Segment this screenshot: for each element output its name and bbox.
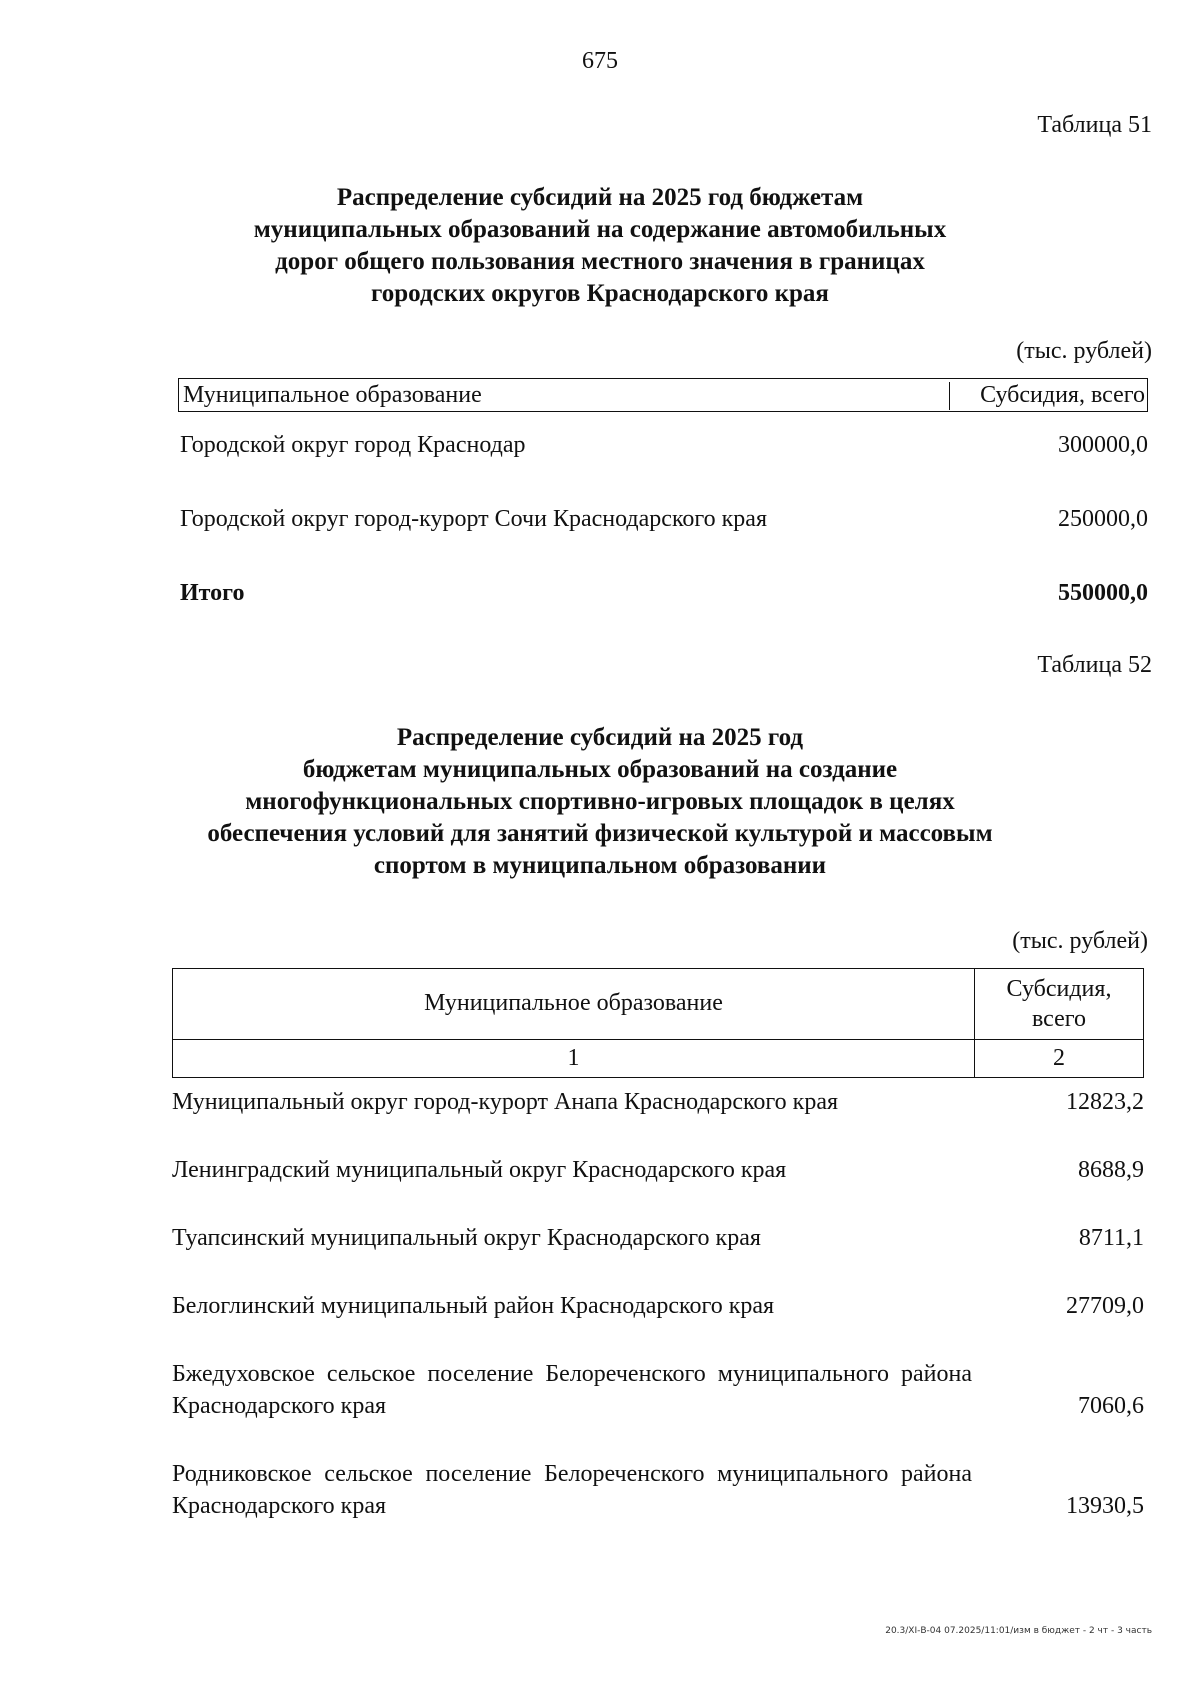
header-subsidy-label: [1007, 974, 1112, 1034]
header-municipality-label: Муниципальное образование: [424, 990, 723, 1016]
row-name: Бжедуховское сельское поселение Белореченского муниципального района Краснодарского края: [172, 1361, 972, 1419]
header-subsidy: Субсидия, всего: [949, 382, 1145, 410]
total-label: Итого: [180, 580, 245, 606]
table-row: [172, 1086, 1144, 1120]
row-name: Муниципальный округ город-курорт Анапа Краснодарского края: [172, 1089, 839, 1115]
title-line: дорог общего пользования местного значения в границах: [275, 248, 925, 275]
table-row: [172, 1358, 1144, 1424]
table-51-units: (тыс. рублей): [1016, 338, 1152, 364]
table-row: [172, 1458, 1144, 1524]
table-row: [172, 1154, 1144, 1188]
page-number: 675: [582, 48, 618, 74]
row-name: Ленинградский муниципальный округ Краснодарского края: [172, 1157, 787, 1183]
row-name: Туапсинский муниципальный округ Краснодарского края: [172, 1225, 761, 1251]
header-municipality: Муниципальное образование: [183, 382, 482, 408]
title-line: городских округов Краснодарского края: [371, 280, 829, 307]
row-value: 300000,0: [1058, 432, 1148, 458]
row-value: 13930,5: [1066, 1493, 1144, 1519]
table-52-label: Таблица 52: [1037, 652, 1152, 678]
title-line: Распределение субсидий на 2025 год бюджетам: [336, 184, 864, 211]
row-value: 12823,2: [1066, 1089, 1144, 1115]
header-subsidy: [974, 968, 1144, 1040]
header-subsidy-line: всего: [1031, 1005, 1087, 1032]
total-value: 550000,0: [1058, 580, 1148, 606]
row-value: 27709,0: [1066, 1293, 1144, 1319]
table-52-header: [172, 968, 1144, 1080]
table-total-row: [180, 580, 1148, 610]
row-value: 7060,6: [1078, 1393, 1144, 1419]
table-51-label: Таблица 51: [1037, 112, 1152, 138]
table-row: [172, 1290, 1144, 1324]
row-name: Родниковское сельское поселение Белореченского муниципального района Краснодарского края: [172, 1461, 972, 1519]
table-52-title: [0, 722, 1200, 882]
table-51-header: [178, 378, 1148, 412]
row-value: 250000,0: [1058, 506, 1148, 532]
row-name: Белоглинский муниципальный район Краснодарского края: [172, 1293, 775, 1319]
table-row: [172, 1222, 1144, 1256]
column-number: 2: [1053, 1045, 1065, 1071]
title-line: бюджетам муниципальных образований на создание: [302, 756, 898, 783]
document-footer: 20.3/XI-В-04 07.2025/11:01/изм в бюджет - 2 чт - 3 часть: [885, 1626, 1152, 1636]
column-number: 1: [567, 1045, 580, 1071]
row-name: Городской округ город Краснодар: [180, 432, 526, 458]
header-column-number-1: [172, 1040, 974, 1078]
title-line: обеспечения условий для занятий физической культурой и массовым: [207, 820, 993, 847]
header-subsidy-line: Субсидия,: [1006, 975, 1112, 1002]
title-line: муниципальных образований на содержание автомобильных: [253, 216, 947, 243]
table-51-title: [0, 182, 1200, 310]
table-row: [180, 432, 1148, 462]
header-column-number-2: [974, 1040, 1144, 1078]
table-row: [180, 506, 1148, 536]
row-value: 8688,9: [1078, 1157, 1144, 1183]
header-municipality: [172, 968, 974, 1040]
table-52-units: (тыс. рублей): [1012, 928, 1148, 954]
title-line: многофункциональных спортивно-игровых площадок в целях: [245, 788, 955, 815]
title-line: Распределение субсидий на 2025 год: [396, 724, 804, 751]
row-value: 8711,1: [1078, 1225, 1144, 1251]
title-line: спортом в муниципальном образовании: [373, 852, 827, 879]
row-name: Городской округ город-курорт Сочи Краснодарского края: [180, 506, 767, 532]
